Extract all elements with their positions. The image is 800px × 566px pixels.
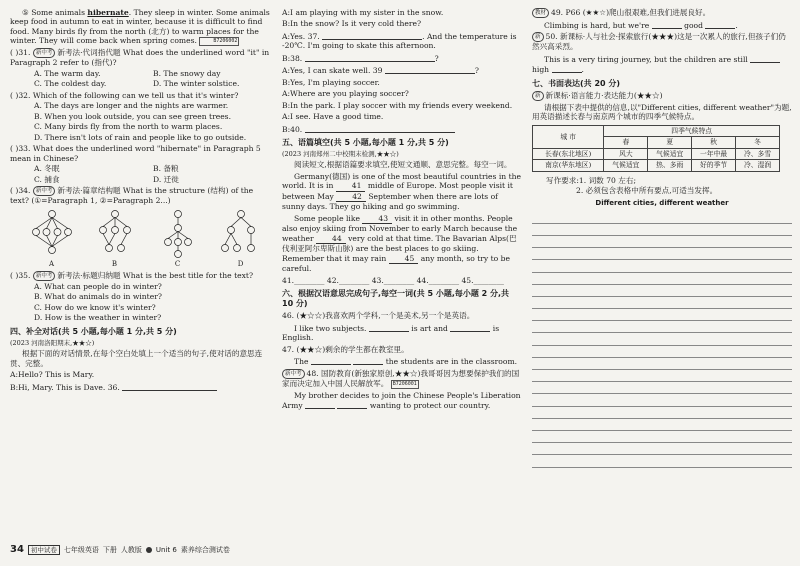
option-label: C [174, 260, 181, 269]
question-50-english: This is a very tiring journey, but the children are still high . [532, 54, 792, 75]
option-c: C. How do we know it's winter? [34, 302, 156, 312]
section-7-title: 七、书面表达(共 20 分) [532, 78, 621, 88]
table-cell-city: 南京(华东地区) [533, 160, 604, 171]
question-code: B7206001 [392, 380, 417, 387]
table-row [533, 160, 780, 171]
question-48-chinese: 新中考 48. 国防教育(新独家原创,★★☆)我哥哥因为想要保护我们的国家而决定加入中国人民解放军。 B7206001 [282, 368, 520, 388]
option-d: D. How is the weather in winter? [34, 313, 162, 323]
blank-44[interactable]: 44 [316, 234, 346, 244]
table-cell: 气候适宜 [604, 160, 648, 171]
question-46-english: I like two subjects. is art and is English. [282, 323, 500, 343]
writing-line[interactable] [532, 260, 792, 272]
writing-line[interactable] [532, 236, 792, 248]
option-label: D [237, 260, 244, 269]
answer-blank-37[interactable] [322, 31, 422, 40]
dialogue-line: B:Yes, I'm playing soccer. [282, 77, 380, 87]
answer-blank-39[interactable] [385, 65, 475, 74]
writing-requirement-1: 写作要求:1. 词数 70 左右; [546, 175, 637, 185]
writing-line[interactable] [532, 346, 792, 358]
structure-option-c [152, 208, 204, 269]
new-curriculum-tag: 新 [532, 91, 544, 101]
new-exam-tag: 新中考 [33, 186, 56, 196]
table-cell-city: 长春(东北地区) [533, 148, 604, 159]
table-cell: 冷、湿润 [736, 160, 780, 171]
option-c: C. The coldest day. [34, 79, 107, 89]
answer-blank[interactable] [552, 64, 582, 73]
answer-row[interactable]: 41.________ 42.________ 43.________ 44.________ 45.________ [282, 275, 504, 285]
dialogue-line: A:I am playing with my sister in the snow. [282, 8, 444, 17]
bullet-icon [146, 547, 152, 553]
answer-blank-40[interactable] [305, 124, 455, 133]
answer-blank[interactable] [353, 356, 383, 365]
table-row [533, 148, 780, 159]
answer-blank-36[interactable] [122, 382, 217, 391]
table-cell: 一年中最 [692, 148, 736, 159]
dialogue-line: B:40. [282, 124, 522, 134]
writing-line[interactable] [532, 394, 792, 406]
season-header: 春 [604, 137, 648, 148]
blank-41[interactable]: 41 [336, 181, 366, 191]
writing-line[interactable] [532, 273, 792, 285]
unit: Unit 6 [155, 545, 177, 554]
writing-line[interactable] [532, 358, 792, 370]
structure-option-a [26, 208, 78, 269]
page-number: 34 [10, 544, 24, 555]
writing-line[interactable] [532, 248, 792, 260]
dialogue-line: B:38. ? [282, 53, 439, 63]
writing-line[interactable] [532, 407, 792, 419]
new-curriculum-tag: 新 [532, 32, 544, 42]
tree-diagram-a [30, 208, 74, 258]
season-header: 夏 [648, 137, 692, 148]
question-48-english: My brother decides to join the Chinese People's Liberation Army wanting to protect our country. [282, 390, 521, 411]
question-46-chinese: 46. (★☆☆)我喜欢两个学科,一个是美术,另一个是英语。 [282, 311, 475, 321]
option-b: B. What do animals do in winter? [34, 292, 162, 302]
writing-line[interactable] [532, 212, 792, 224]
question-49-chinese: 教材 49. P66 (★★☆)爬山很艰难,但我们进展良好。 [532, 8, 792, 18]
table-cell: 好的季节 [692, 160, 736, 171]
writing-line[interactable] [532, 431, 792, 443]
dialogue-line: A:I see. Have a good time. [282, 112, 384, 122]
dialogue-line: A:Yes. 37. . And the temperature is -20℃. I'm going to skate this afternoon. [282, 31, 517, 51]
dialogue-line: A:Yes, I can skate well. 39 ? [282, 66, 479, 76]
dialogue-line: A:Where are you playing soccer? [282, 89, 409, 99]
question-33: ( )33. What does the underlined word "hibernate" in Paragraph 5 mean in Chinese? A. 冬眠 B. 备粮 C. 捕食 D. 迁徙 [10, 144, 272, 184]
section-5-source: (2023 河南郑州二中校期末检测,★★☆) [282, 150, 399, 159]
dialogue-line: B:In the park. I play soccer with my friends every weekend. [282, 100, 513, 110]
question-32: ( )32. Which of the following can we tell us that it's winter? A. The days are longer and the nights are warmer. B. When you look outside, you can see green trees. C. Many birds fly from the north to warm places. D. There isn't lots of rain and people like to go outside. [10, 91, 272, 142]
answer-blank[interactable] [337, 400, 367, 409]
writing-line[interactable] [532, 224, 792, 236]
column-middle [282, 8, 522, 413]
option-c: C. 捕食 [34, 174, 60, 184]
essay-title: Different cities, different weather [595, 198, 729, 207]
new-exam-tag: 新中考 [282, 369, 305, 379]
option-a: A. The warm day. [34, 68, 101, 78]
answer-blank[interactable] [652, 20, 682, 29]
section-7-instructions: 请根据下表中提供的信息,以"Different cities, different weather"为题,用英语描述长春与南京两个城市的四季气候特点。 [532, 102, 792, 122]
table-cell: 气候适宜 [648, 148, 692, 159]
question-35: ( )35. 新中考 新考法·标题归纳题 What is the best title for the text? A. What can people do in winter? B. What do animals do in winter? C. How do we know it's winter? D. How is the weather in winter? [10, 271, 272, 323]
writing-line[interactable] [532, 382, 792, 394]
blank-45[interactable]: 45 [389, 254, 419, 264]
section-7-subtitle: 新 新课标·语言能力·表达能力(★★☆) [532, 91, 792, 101]
writing-line[interactable] [532, 285, 792, 297]
dialogue-line: B:In the snow? Is it very cold there? [282, 19, 422, 29]
structure-diagrams [20, 208, 272, 269]
option-d: D. There isn't lots of rain and people like to go outside. [34, 132, 247, 142]
answer-blank[interactable] [311, 356, 351, 365]
option-d: D. The winter solstice. [153, 79, 240, 89]
tree-diagram-b [93, 208, 137, 258]
option-b: B. When you look outside, you can see green trees. [34, 111, 231, 121]
table-cell: 风大 [604, 148, 648, 159]
option-b: B. 备粮 [153, 164, 179, 174]
dialogue-line: B:Hi, Mary. This is Dave. 36. [10, 382, 272, 392]
question-49-english: Climbing is hard, but we're good . [544, 21, 738, 30]
structure-option-d [215, 208, 267, 269]
option-a: A. The days are longer and the nights are warmer. [34, 101, 229, 111]
option-label: B [111, 260, 118, 269]
writing-line[interactable] [532, 419, 792, 431]
answer-blank[interactable] [705, 20, 735, 29]
writing-line[interactable] [532, 370, 792, 382]
tree-diagram-d [219, 208, 263, 258]
writing-line[interactable] [532, 309, 792, 321]
question-47-english: The the students are in the classroom. [294, 357, 518, 367]
page-footer [10, 544, 272, 557]
option-b: B. The snowy day [153, 68, 221, 78]
paragraph-5: ⑤ Some animals hibernate. They sleep in winter. Some animals keep food in autumn to eat in winter, because it is difficult to find food. Many birds fly from the north (北方) to warm places for the winter. They will come back when spring comes. B7206002 [10, 8, 270, 46]
option-a: A. What can people do in winter? [34, 281, 162, 291]
textbook-tag: 教材 [532, 8, 549, 18]
table-header-group: 四季气候特点 [604, 125, 780, 136]
grade-subject: 七年级英语 [63, 545, 99, 554]
new-exam-tag: 新中考 [33, 271, 56, 281]
section-4-source: (2023 河南洛阳期末,★★☆) [10, 338, 95, 347]
question-code: B7206002 [199, 37, 239, 46]
test-name: 素养综合测试卷 [180, 545, 230, 554]
question-47-chinese: 47. (★★☆)剩余的学生都在教室里。 [282, 344, 409, 354]
book-name: 初中试卷 [28, 545, 60, 555]
section-4-instructions: 根据下面的对话情景,在每个空白处填上一个适当的句子,使对话的意思连贯、完整。 [10, 349, 263, 368]
writing-line[interactable] [532, 443, 792, 455]
answer-blank[interactable] [750, 54, 780, 63]
section-4-title: 四、补全对话(共 5 小题,每小题 1 分,共 5 分) [10, 326, 177, 336]
writing-requirement-2: 2. 必须包含表格中所有要点,可适当发挥。 [576, 186, 718, 196]
writing-line[interactable] [532, 321, 792, 333]
underlined-hibernate: hibernate [87, 8, 129, 17]
new-exam-tag: 新中考 [33, 48, 56, 58]
option-label: A [48, 260, 55, 269]
answer-blank-38[interactable] [305, 53, 435, 62]
question-50-chinese: 新 50. 新课标·人与社会·探索旅行(★★★)这是一次累人的旅行,但孩子们仍然兴高采烈。 [532, 32, 786, 52]
tree-diagram-c [156, 208, 200, 258]
dialogue-line: A:Hello? This is Mary. [10, 370, 95, 380]
table-cell: 冷、多雪 [736, 148, 780, 159]
season-header: 冬 [736, 137, 780, 148]
option-a: A. 冬眠 [34, 164, 60, 174]
writing-line[interactable] [532, 297, 792, 309]
answer-blank[interactable] [305, 400, 335, 409]
table-cell: 热、多雨 [648, 160, 692, 171]
question-31: ( )31. 新中考 新考法·代词指代题 What does the underlined word "it" in Paragraph 2 refer to (指代)? A. The warm day. B. The snowy day C. The coldest day. D. The winter solstice. [10, 48, 272, 88]
option-c: C. Many birds fly from the north to warm places. [34, 122, 223, 132]
answer-blank[interactable] [450, 323, 490, 332]
column-right [532, 8, 792, 468]
table-header-city: 城 市 [533, 125, 604, 148]
writing-line[interactable] [532, 455, 792, 467]
question-34: ( )34. 新中考 新考法·篇章结构题 What is the structure (结构) of the text? (①=Paragraph 1, ②=Paragraph 2...) A B C D [10, 186, 272, 269]
column-left [10, 8, 272, 394]
structure-option-b [89, 208, 141, 269]
section-6-title: 六、根据汉语意思完成句子,每空一词(共 5 小题,每小题 2 分,共 10 分) [282, 289, 510, 309]
passage-paragraph-1: Germany(德国) is one of the most beautiful countries in the world. It is in 41 middle of Europe. Most people visit it between May 42 September when there are lots of sunny days. They go hiking and go swimming. [282, 171, 522, 212]
section-5-instructions: 阅读短文,根据语篇要求填空,使短文通顺、意思完整。每空一词。 [294, 160, 512, 170]
writing-lines[interactable] [532, 212, 792, 468]
edition: 人教版 [120, 545, 142, 554]
table-header-row [533, 125, 780, 136]
season-header: 秋 [692, 137, 736, 148]
climate-table [532, 125, 780, 172]
blank-42[interactable]: 42 [336, 192, 366, 202]
writing-line[interactable] [532, 333, 792, 345]
passage-paragraph-2: Some people like 43 visit it in other months. People also enjoy skiing from November to early March because the weather 44 very cold at that time. The Bavarian Alps(巴伐利亚阿尔卑斯山脉) are the best places to go skiing. Remember that it may rain 45 any month, so try to be careful. [282, 213, 518, 274]
answer-blank[interactable] [369, 323, 409, 332]
term: 下册 [102, 545, 117, 554]
blank-43[interactable]: 43 [362, 214, 392, 224]
option-d: D. 迁徙 [153, 174, 179, 184]
section-5-title: 五、语篇填空(共 5 小题,每小题 1 分,共 5 分) [282, 138, 449, 148]
